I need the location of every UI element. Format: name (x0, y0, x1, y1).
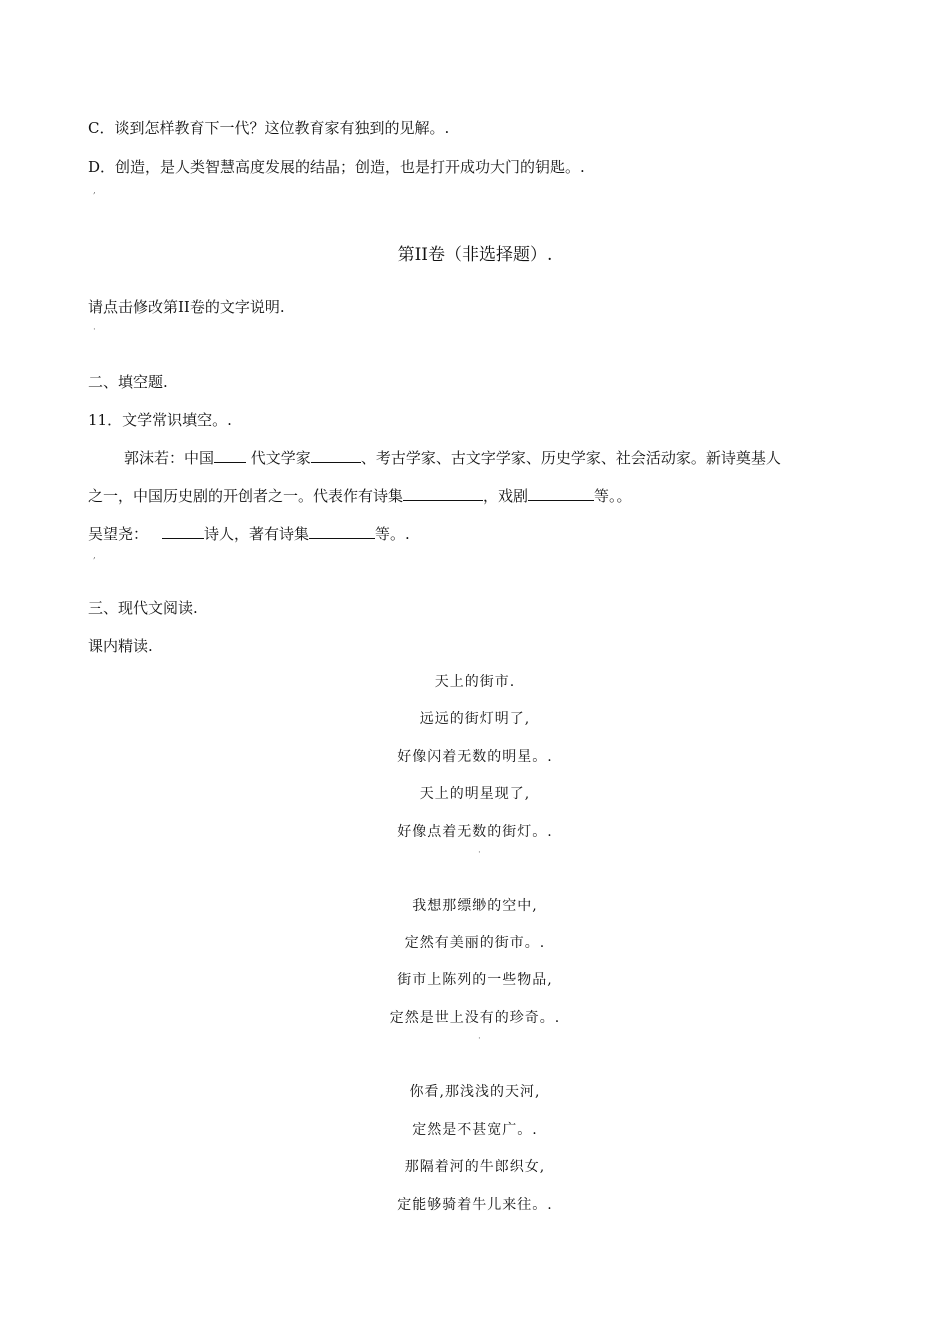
paragraph-mark: , (93, 186, 96, 196)
blank-poetry-collection[interactable] (403, 486, 483, 501)
option-c: C．谈到怎样教育下一代？这位教育家有独到的见解。. (88, 119, 450, 137)
blank-drama[interactable] (528, 486, 594, 501)
poem-line: 好像点着无数的街灯。. (397, 824, 553, 840)
guo-moruo-line-2 (88, 486, 632, 506)
poem-line: 定然是不甚宽广。. (412, 1122, 538, 1138)
guo-text-b: 代文学家 (250, 449, 311, 467)
wu-text-c: 等。. (375, 525, 410, 543)
poem-line: 我想那缥缈的空中, (412, 898, 538, 914)
guo-text-a: 郭沫若：中国 (124, 449, 215, 467)
option-d: D．创造，是人类智慧高度发展的结晶；创造，也是打开成功大门的钥匙。. (88, 158, 585, 176)
blank-poet-type[interactable] (162, 524, 204, 539)
poem-line: 天上的明星现了, (419, 786, 531, 802)
poem-line: 定然是世上没有的珍奇。. (389, 1010, 561, 1026)
blank-era[interactable] (214, 448, 246, 463)
wu-wangyao-line (88, 524, 410, 544)
poem-line: 定能够骑着牛儿来往。. (397, 1197, 553, 1213)
poem-line: 你看,那浅浅的天河, (409, 1084, 541, 1100)
reading-subheading: 课内精读. (88, 637, 153, 655)
paragraph-mark: · (93, 325, 96, 335)
wu-text-b: 诗人，著有诗集 (204, 525, 310, 543)
blank-writer[interactable] (311, 448, 361, 463)
blank-wu-collection[interactable] (309, 524, 375, 539)
poem-title: 天上的街市. (434, 674, 516, 690)
section-title: 第II卷（非选择题）. (397, 245, 553, 265)
poem-line: 街市上陈列的一些物品, (397, 972, 553, 988)
reading-heading: 三、现代文阅读. (88, 599, 198, 617)
question-11: 11．文学常识填空。. (88, 411, 232, 429)
poem-line: 好像闪着无数的明星。. (397, 749, 553, 765)
paragraph-mark: , (93, 551, 96, 561)
guo-text-c: 、考古学家、古文字学家、历史学家、社会活动家。新诗奠基人 (360, 449, 781, 467)
fill-heading: 二、填空题. (88, 373, 168, 391)
guo-moruo-line-1 (124, 448, 781, 468)
poem-line: 远远的街灯明了, (419, 711, 531, 727)
wu-text-a: 吴望尧： (88, 525, 149, 543)
guo-text-e: ，戏剧 (483, 487, 529, 505)
section-note: 请点击修改第II卷的文字说明. (88, 298, 285, 316)
guo-text-d: 之一，中国历史剧的开创者之一。代表作有诗集 (88, 487, 404, 505)
paragraph-mark: · (478, 1034, 481, 1044)
poem-line: 那隔着河的牛郎织女, (404, 1159, 546, 1175)
guo-text-f: 等。。 (594, 487, 632, 505)
poem-line: 定然有美丽的街市。. (404, 935, 546, 951)
paragraph-mark: · (478, 848, 481, 858)
